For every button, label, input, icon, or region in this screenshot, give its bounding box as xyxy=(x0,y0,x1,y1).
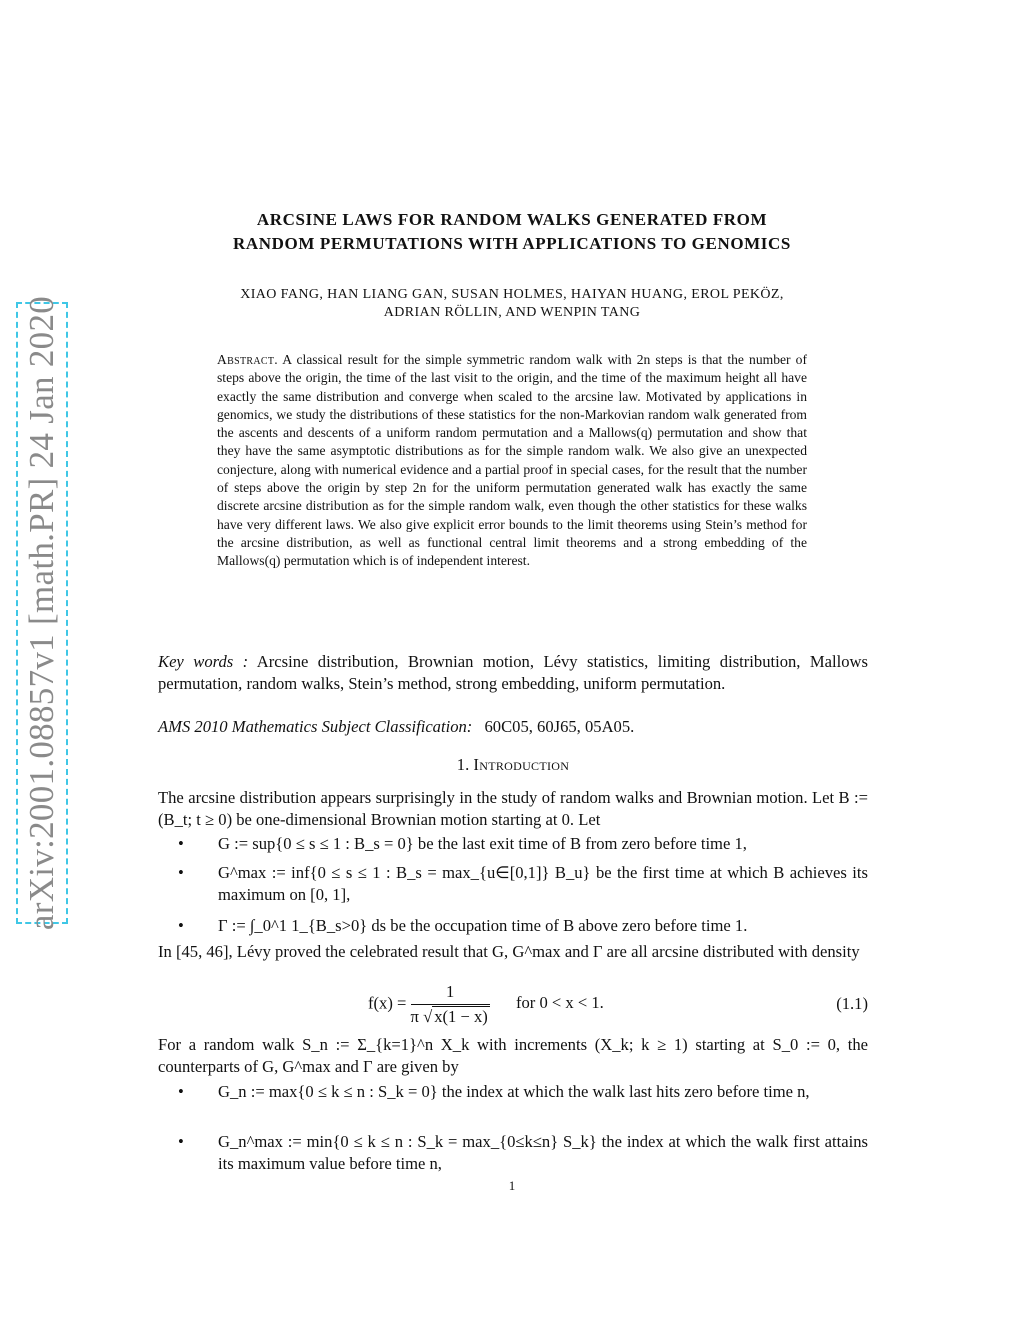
bullet-item: • G^max := inf{0 ≤ s ≤ 1 : B_s = max_{u∈[0,1]} B_u} be the first time at which B achieves its maximum on [0, 1], xyxy=(178,863,868,904)
paper-title-line-2: RANDOM PERMUTATIONS WITH APPLICATIONS TO GENOMICS xyxy=(233,234,791,253)
arxiv-stamp-text: arXiv:2001.08857v1 [math.PR] 24 Jan 2020 xyxy=(22,295,61,931)
sqrt-icon: √ xyxy=(423,1007,433,1026)
bullet-text: Γ := ∫_0^1 1_{B_s>0} ds be the occupation time of B above zero before time 1. xyxy=(218,916,748,935)
arxiv-stamp xyxy=(16,295,68,931)
equation-lhs: f(x) = xyxy=(368,993,407,1013)
paper-title-line-1: ARCSINE LAWS FOR RANDOM WALKS GENERATED FROM xyxy=(256,210,768,229)
equation-numerator: 1 xyxy=(411,982,490,1005)
bullet-item: • G_n^max := min{0 ≤ k ≤ n : S_k = max_{0≤k≤n} S_k} the index at which the walk first attains its maximum value before time n, xyxy=(178,1132,868,1173)
bullet-text: G_n^max := min{0 ≤ k ≤ n : S_k = max_{0≤k≤n} S_k} the index at which the walk first attains its maximum value before time n, xyxy=(218,1132,868,1173)
bullet-item: • G := sup{0 ≤ s ≤ 1 : B_s = 0} be the last exit time of B from zero before time 1, xyxy=(200,833,868,855)
msc-text: 60C05, 60J65, 05A05. xyxy=(484,717,635,736)
section-heading xyxy=(158,755,868,775)
msc-classification xyxy=(158,716,868,738)
authors-line-1: XIAO FANG, HAN LIANG GAN, SUSAN HOLMES, HAIYAN HUANG, EROL PEKÖZ, xyxy=(240,287,784,302)
section-number: 1. xyxy=(456,755,470,774)
keywords xyxy=(158,651,868,694)
section-title: Introduction xyxy=(473,755,570,774)
equation-condition: for 0 < x < 1. xyxy=(515,993,604,1013)
intro-paragraph-3: For a random walk S_n := Σ_{k=1}^n X_k with increments (X_k; k ≥ 1) starting at S_0 := 0, the counterparts of G, G^max and Γ are given by xyxy=(158,1035,868,1076)
msc-label: AMS 2010 Mathematics Subject Classification: xyxy=(158,717,473,736)
intro-paragraph-1: The arcsine distribution appears surprisingly in the study of random walks and Brownian motion. Let B := (B_t; t ≥ 0) be one-dimensional Brownian motion starting at 0. Let xyxy=(158,788,868,829)
bullet-text: G := sup{0 ≤ s ≤ 1 : B_s = 0} be the last exit time of B from zero before time 1, xyxy=(218,834,747,853)
bullet-item: • Γ := ∫_0^1 1_{B_s>0} ds be the occupation time of B above zero before time 1. xyxy=(200,915,868,937)
keywords-text: Arcsine distribution, Brownian motion, Lévy statistics, limiting distribution, Mallows permutation, random walks, Stein’s method, strong embedding, uniform permutation. xyxy=(158,652,868,693)
abstract-text: A classical result for the simple symmetric random walk with 2n steps is that the number of steps above the origin, the time of the last visit to the origin, and the time of the maximum height all have exactly the same distribution and converge when scaled to the arcsine law. Motivated by applications in genomics, we study the distributions of these statistics for the non-Markovian random walk generated from the ascents and descents of a uniform random permutation and a Mallows(q) permutation and show that they have the same asymptotic distributions as for the simple random walk. We also give an unexpected conjecture, along with numerical evidence and a partial proof in special cases, for the result that the number of steps above the origin by step 2n for the uniform permutation generated walk has exactly the same discrete arcsine distribution as for the simple random walk, even though the other statistics for these walks have very different laws. We also give explicit error bounds to the limit theorems using Stein’s method for the arcsine distribution, as well as functional central limit theorems and a strong embedding of the Mallows(q) permutation which is of independent interest. xyxy=(217,352,807,569)
equation-pi: π xyxy=(410,1007,419,1026)
equation-body xyxy=(368,982,604,1027)
equation-label: (1.1) xyxy=(836,994,868,1013)
bullet-text: G_n := max{0 ≤ k ≤ n : S_k = 0} the index at which the walk last hits zero before time n, xyxy=(218,1082,810,1101)
abstract xyxy=(217,351,807,571)
intro-paragraph-2: In [45, 46], Lévy proved the celebrated result that G, G^max and Γ are all arcsine distributed with density xyxy=(158,942,860,961)
equation-fraction xyxy=(411,982,490,1027)
authors-line-2: ADRIAN RÖLLIN, AND WENPIN TANG xyxy=(383,305,641,320)
equation-radicand: x(1 − x) xyxy=(434,1007,488,1026)
bullet-text: G^max := inf{0 ≤ s ≤ 1 : B_s = max_{u∈[0,1]} B_u} be the first time at which B achieves its maximum on [0, 1], xyxy=(218,863,868,904)
abstract-label: Abstract. xyxy=(217,352,278,367)
page-number: 1 xyxy=(508,1178,516,1193)
equation-denominator xyxy=(411,1005,490,1027)
bullet-item: • G_n := max{0 ≤ k ≤ n : S_k = 0} the index at which the walk last hits zero before time n, xyxy=(200,1081,868,1103)
keywords-label: Key words : xyxy=(158,652,249,671)
equation-1-1 xyxy=(158,982,868,1030)
